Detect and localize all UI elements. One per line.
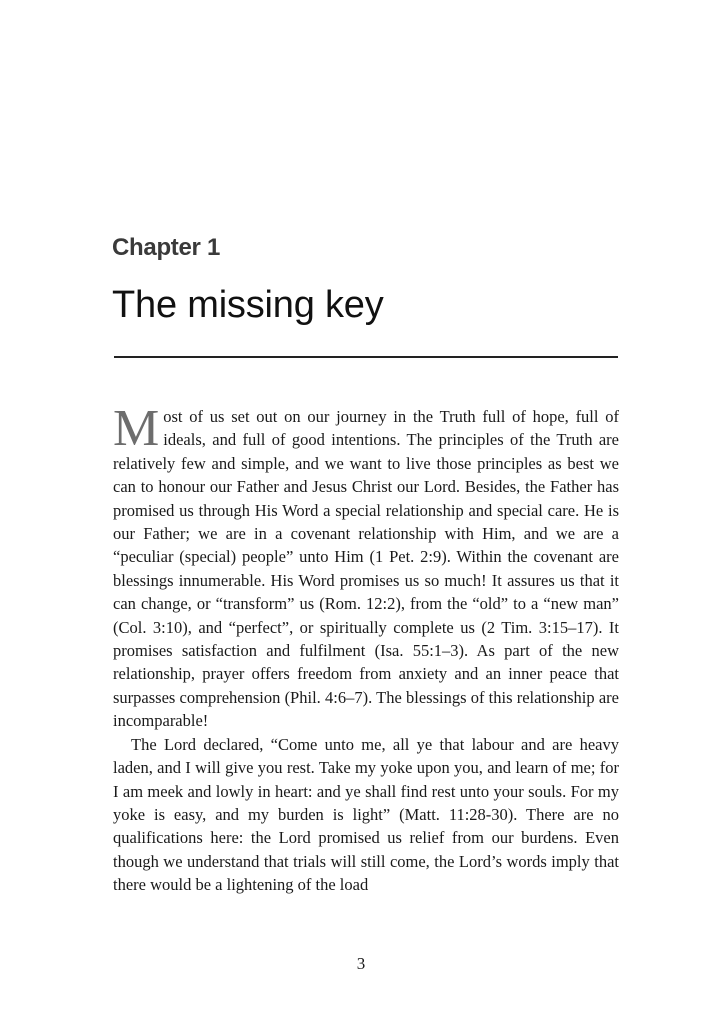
body-paragraph-1	[113, 400, 619, 733]
body-paragraph-1-text: ost of us set out on our journey in the Truth full of hope, full of ideals, and full of good intentions. The principles of the Truth are relatively few and simple, and we want to live those principles as best we can to honour our Father and Jesus Christ our Lord. Besides, the Father has promised us through His Word a special relationship and special care. He is our Father; we are in a covenant relationship with Him, and we are a “peculiar (special) people” unto Him (1 Pet. 2:9). Within the covenant are blessings innumerable. His Word promises us so much! It assures us that it can change, or “transform” us (Rom. 12:2), from the “old” to a “new man” (Col. 3:10), and “perfect”, or spiritually complete us (2 Tim. 3:15–17). It promises satisfaction and fulfilment (Isa. 55:1–3). As part of the new relationship, prayer offers freedom from anxiety and an inner peace that surpasses comprehension (Phil. 4:6–7). The blessings of this relationship are incomparable!	[113, 407, 619, 731]
page-number: 3	[356, 954, 366, 973]
chapter-label: Chapter 1	[112, 234, 220, 261]
chapter-title: The missing key	[112, 284, 384, 326]
chapter-body	[113, 400, 619, 897]
title-underline-divider	[114, 356, 618, 358]
body-paragraph-2: The Lord declared, “Come unto me, all ye that labour and are heavy laden, and I will give you rest. Take my yoke upon you, and learn of me; for I am meek and lowly in heart: and ye shall find rest unto your souls. For my yoke is easy, and my burden is light” (Matt. 11:28-30). There are no qualifications here: the Lord promised us relief from our burdens. Even though we understand that trials will still come, the Lord’s words imply that there would be a lightening of the load	[113, 734, 619, 895]
drop-cap: M	[113, 400, 160, 457]
